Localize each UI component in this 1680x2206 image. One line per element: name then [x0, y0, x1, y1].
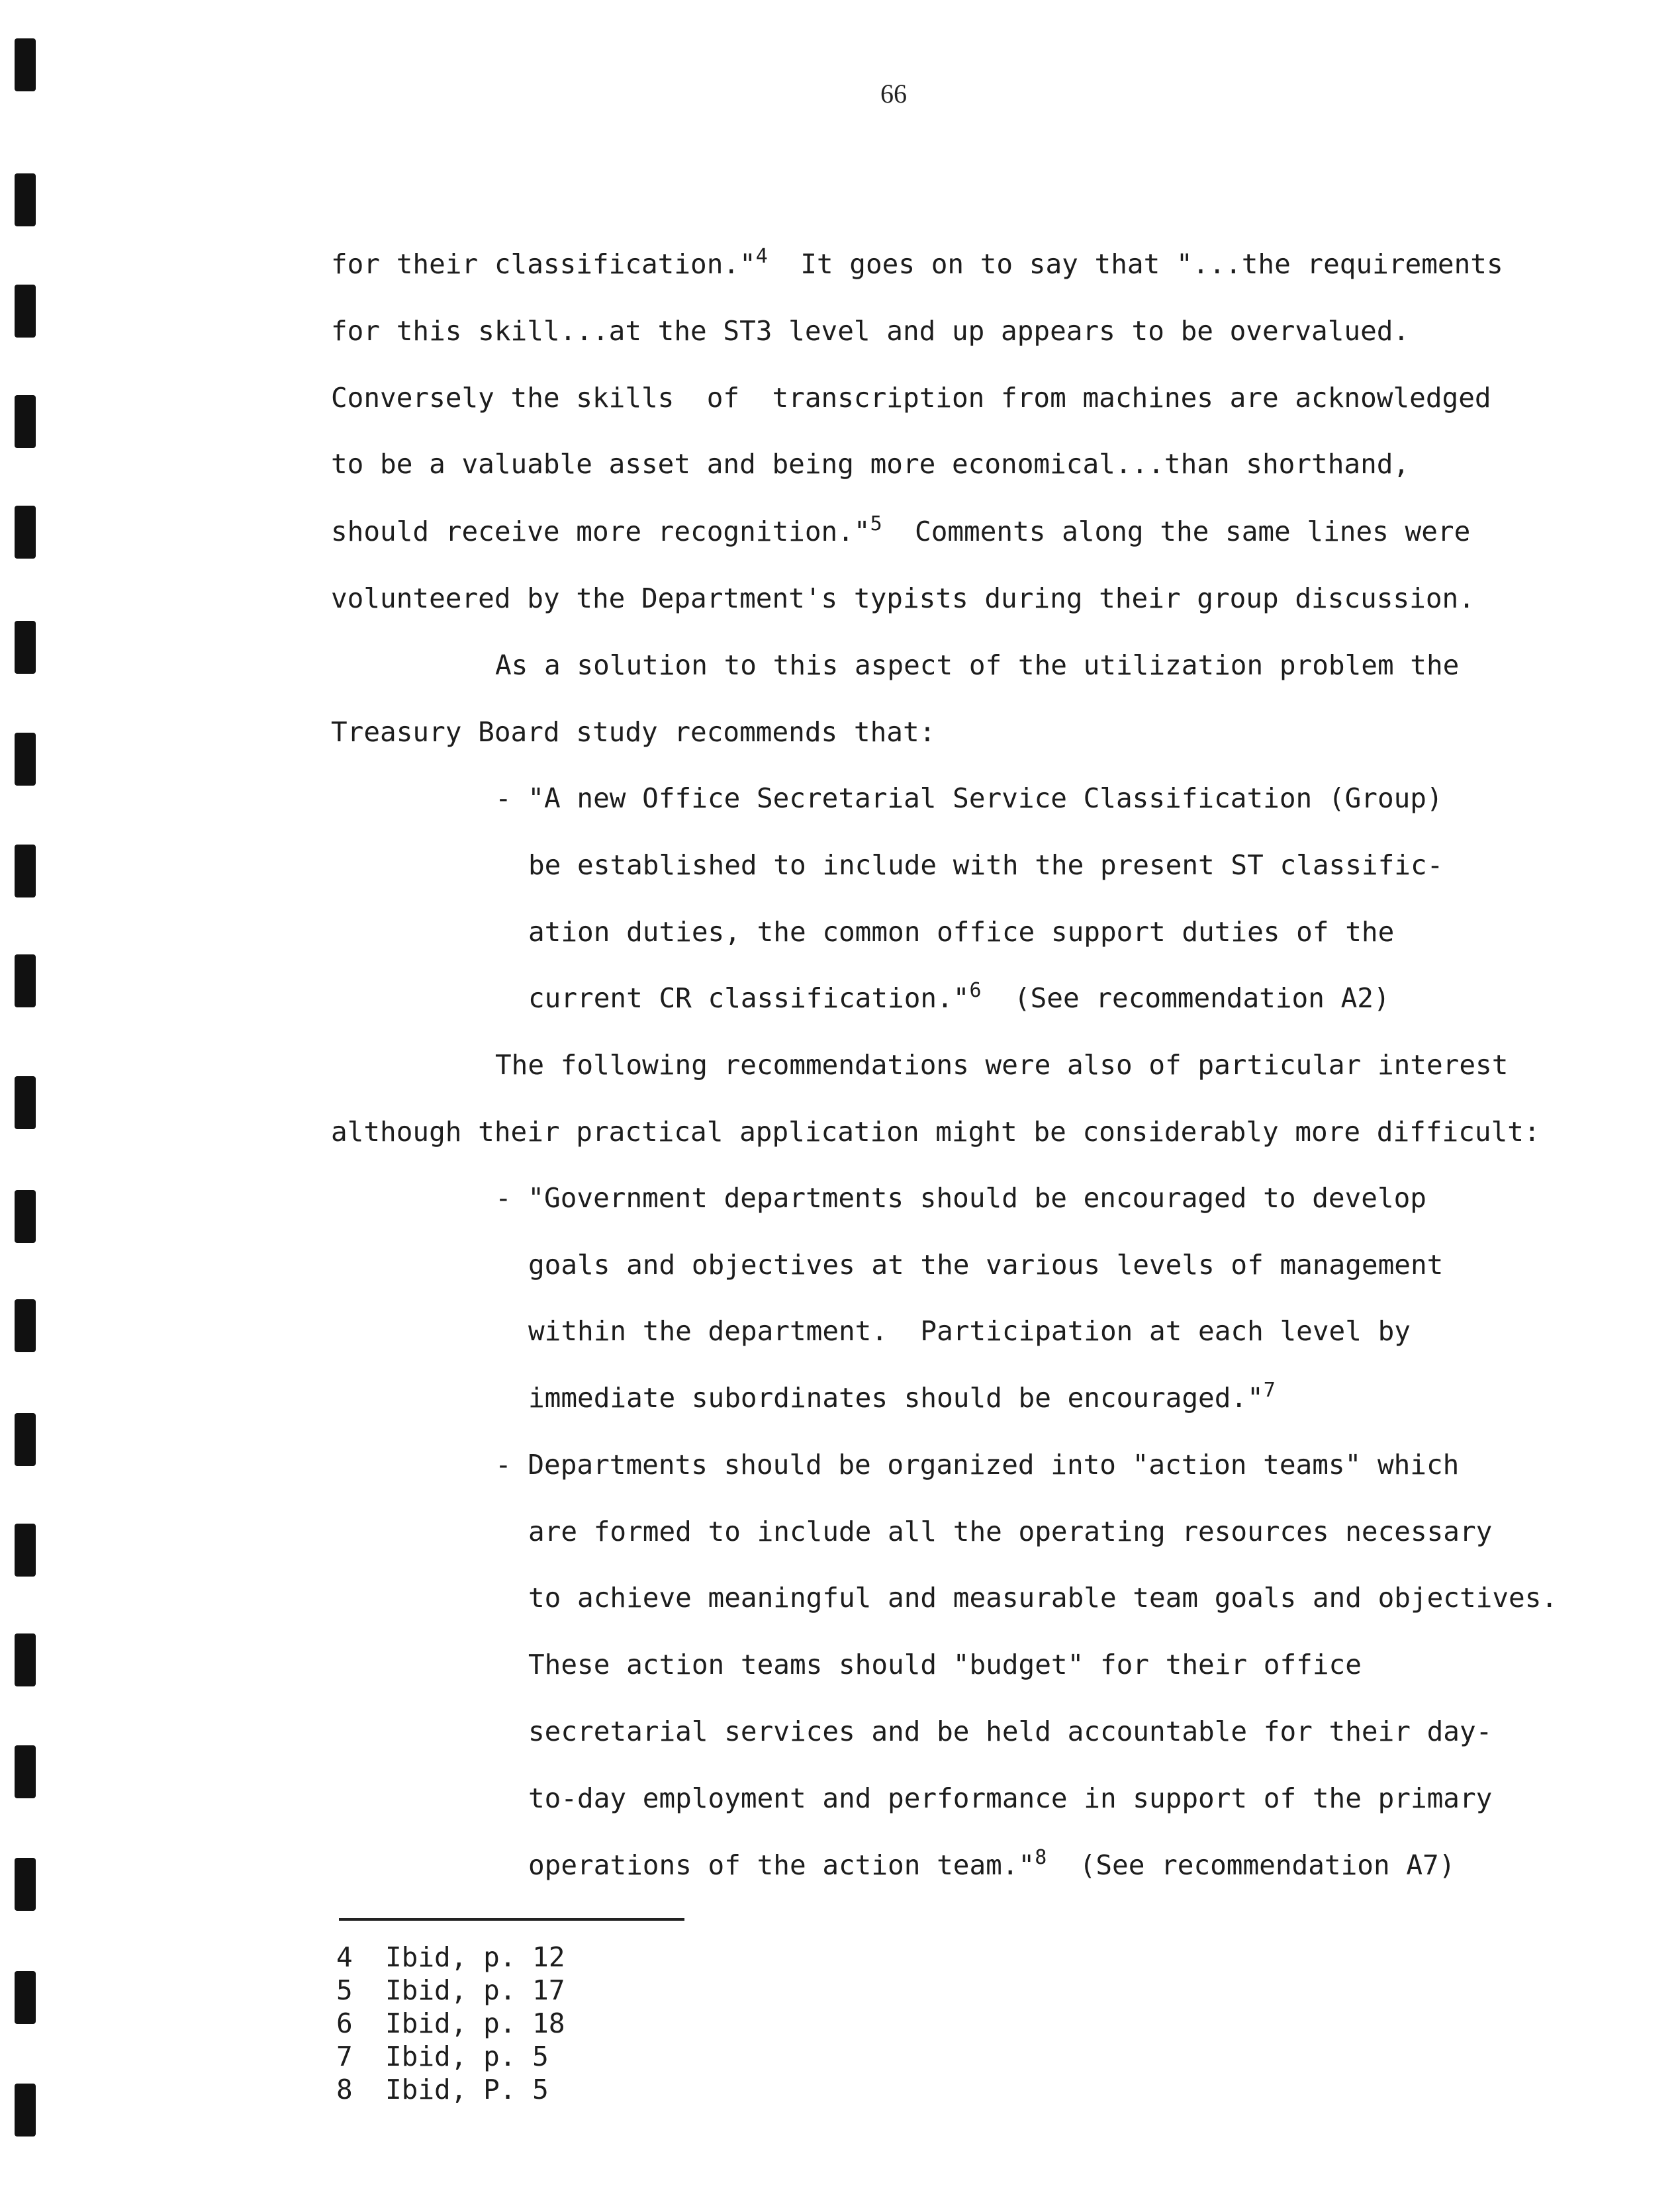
footnote-text: Ibid, P. 5	[385, 2074, 549, 2105]
footnote-text: Ibid, p. 17	[385, 1974, 565, 2006]
footnote	[336, 2040, 565, 2073]
footnote-text: Ibid, p. 5	[385, 2041, 549, 2072]
line-text: secretarial services and be held accountable for their day-	[528, 1716, 1493, 1747]
binding-hole	[15, 845, 36, 897]
line-text-continued: (See recommendation A2)	[981, 982, 1390, 1014]
line-text: current CR classification."	[528, 982, 970, 1014]
line-text: for their classification."	[331, 248, 756, 280]
body-line	[528, 1515, 1492, 1548]
line-text: operations of the action team."	[528, 1849, 1035, 1881]
body-line	[528, 1782, 1492, 1815]
footnote-number: 7	[336, 2041, 353, 2072]
binding-hole	[15, 173, 36, 226]
body-line	[528, 849, 1443, 882]
binding-hole	[15, 1190, 36, 1243]
footnote	[336, 1974, 565, 2007]
line-text: - "Government departments should be encouraged to develop	[495, 1182, 1426, 1214]
body-line	[528, 1381, 1276, 1418]
binding-hole	[15, 395, 36, 448]
body-line	[331, 381, 1491, 414]
body-line	[495, 1181, 1426, 1215]
body-line	[331, 245, 1503, 284]
footnote-number: 6	[336, 2007, 353, 2039]
body-line	[528, 1846, 1456, 1885]
binding-hole	[15, 1633, 36, 1686]
footnote-number: 8	[336, 2074, 353, 2105]
body-line	[331, 314, 1409, 347]
footnote-marker: 5	[870, 512, 882, 535]
binding-hole	[15, 1971, 36, 2024]
body-line	[331, 1115, 1540, 1148]
line-text: should receive more recognition."	[331, 516, 870, 547]
footnote-divider	[339, 1918, 684, 1921]
footnote-number: 5	[336, 1974, 353, 2006]
body-line	[528, 1248, 1443, 1281]
body-line	[528, 1648, 1362, 1681]
line-text: The following recommendations were also of particular interest	[495, 1049, 1509, 1081]
binding-hole	[15, 1858, 36, 1911]
binding-hole	[15, 506, 36, 559]
binding-hole	[15, 954, 36, 1007]
body-line	[528, 1314, 1411, 1348]
binding-hole	[15, 2084, 36, 2137]
body-line	[528, 979, 1390, 1018]
footnote-list	[336, 1941, 565, 2106]
line-text: As a solution to this aspect of the utilization problem the	[495, 649, 1460, 681]
body-line	[495, 649, 1459, 682]
body-line	[528, 915, 1394, 948]
line-text-continued: (See recommendation A7)	[1047, 1849, 1456, 1881]
binding-hole	[15, 1524, 36, 1577]
footnote-number: 4	[336, 1941, 353, 1973]
body-line	[528, 1581, 1558, 1614]
footnote	[336, 2073, 565, 2106]
page-number: 66	[880, 79, 907, 109]
binding-hole	[15, 1745, 36, 1798]
line-text: - Departments should be organized into "action teams" which	[495, 1449, 1460, 1481]
binding-hole	[15, 1299, 36, 1352]
binding-hole	[15, 285, 36, 338]
footnote-marker: 7	[1263, 1379, 1276, 1402]
line-text: immediate subordinates should be encouraged."	[528, 1382, 1264, 1414]
body-line	[331, 512, 1471, 551]
body-line	[495, 1448, 1459, 1481]
line-text-continued: Comments along the same lines were	[882, 516, 1471, 547]
line-text: - "A new Office Secretarial Service Classification (Group)	[495, 782, 1443, 814]
body-line	[528, 1715, 1492, 1748]
binding-hole	[15, 38, 36, 91]
binding-hole	[15, 1076, 36, 1129]
line-text: be established to include with the present ST classific-	[528, 849, 1444, 881]
line-text: to be a valuable asset and being more economical...than shorthand,	[331, 448, 1410, 480]
line-text: goals and objectives at the various levels of management	[528, 1249, 1444, 1281]
line-text: within the department. Participation at each level by	[528, 1315, 1411, 1347]
binding-hole	[15, 1413, 36, 1466]
line-text: Conversely the skills of transcription from machines are acknowledged	[331, 382, 1491, 414]
line-text-continued: It goes on to say that "...the requirements	[767, 248, 1503, 280]
body-line	[331, 582, 1475, 615]
line-text: although their practical application might be considerably more difficult:	[331, 1116, 1540, 1148]
body-line	[495, 1048, 1508, 1081]
body-line	[495, 782, 1443, 815]
binding-hole	[15, 621, 36, 674]
footnote-text: Ibid, p. 12	[385, 1941, 565, 1973]
footnote	[336, 1941, 565, 1974]
footnote-marker: 4	[755, 245, 768, 268]
line-text: for this skill...at the ST3 level and up appears to be overvalued.	[331, 315, 1410, 347]
line-text: These action teams should "budget" for their office	[528, 1649, 1362, 1680]
footnote	[336, 2007, 565, 2040]
line-text: are formed to include all the operating resources necessary	[528, 1516, 1493, 1547]
line-text: Treasury Board study recommends that:	[331, 716, 936, 748]
body-line	[331, 715, 935, 749]
line-text: to-day employment and performance in support of the primary	[528, 1782, 1493, 1814]
binding-hole	[15, 733, 36, 786]
line-text: to achieve meaningful and measurable team goals and objectives.	[528, 1582, 1558, 1614]
footnote-text: Ibid, p. 18	[385, 2007, 565, 2039]
body-line	[331, 447, 1409, 481]
line-text: ation duties, the common office support duties of the	[528, 916, 1395, 948]
line-text: volunteered by the Department's typists during their group discussion.	[331, 582, 1475, 614]
footnote-marker: 6	[969, 979, 982, 1002]
footnote-marker: 8	[1035, 1846, 1047, 1869]
